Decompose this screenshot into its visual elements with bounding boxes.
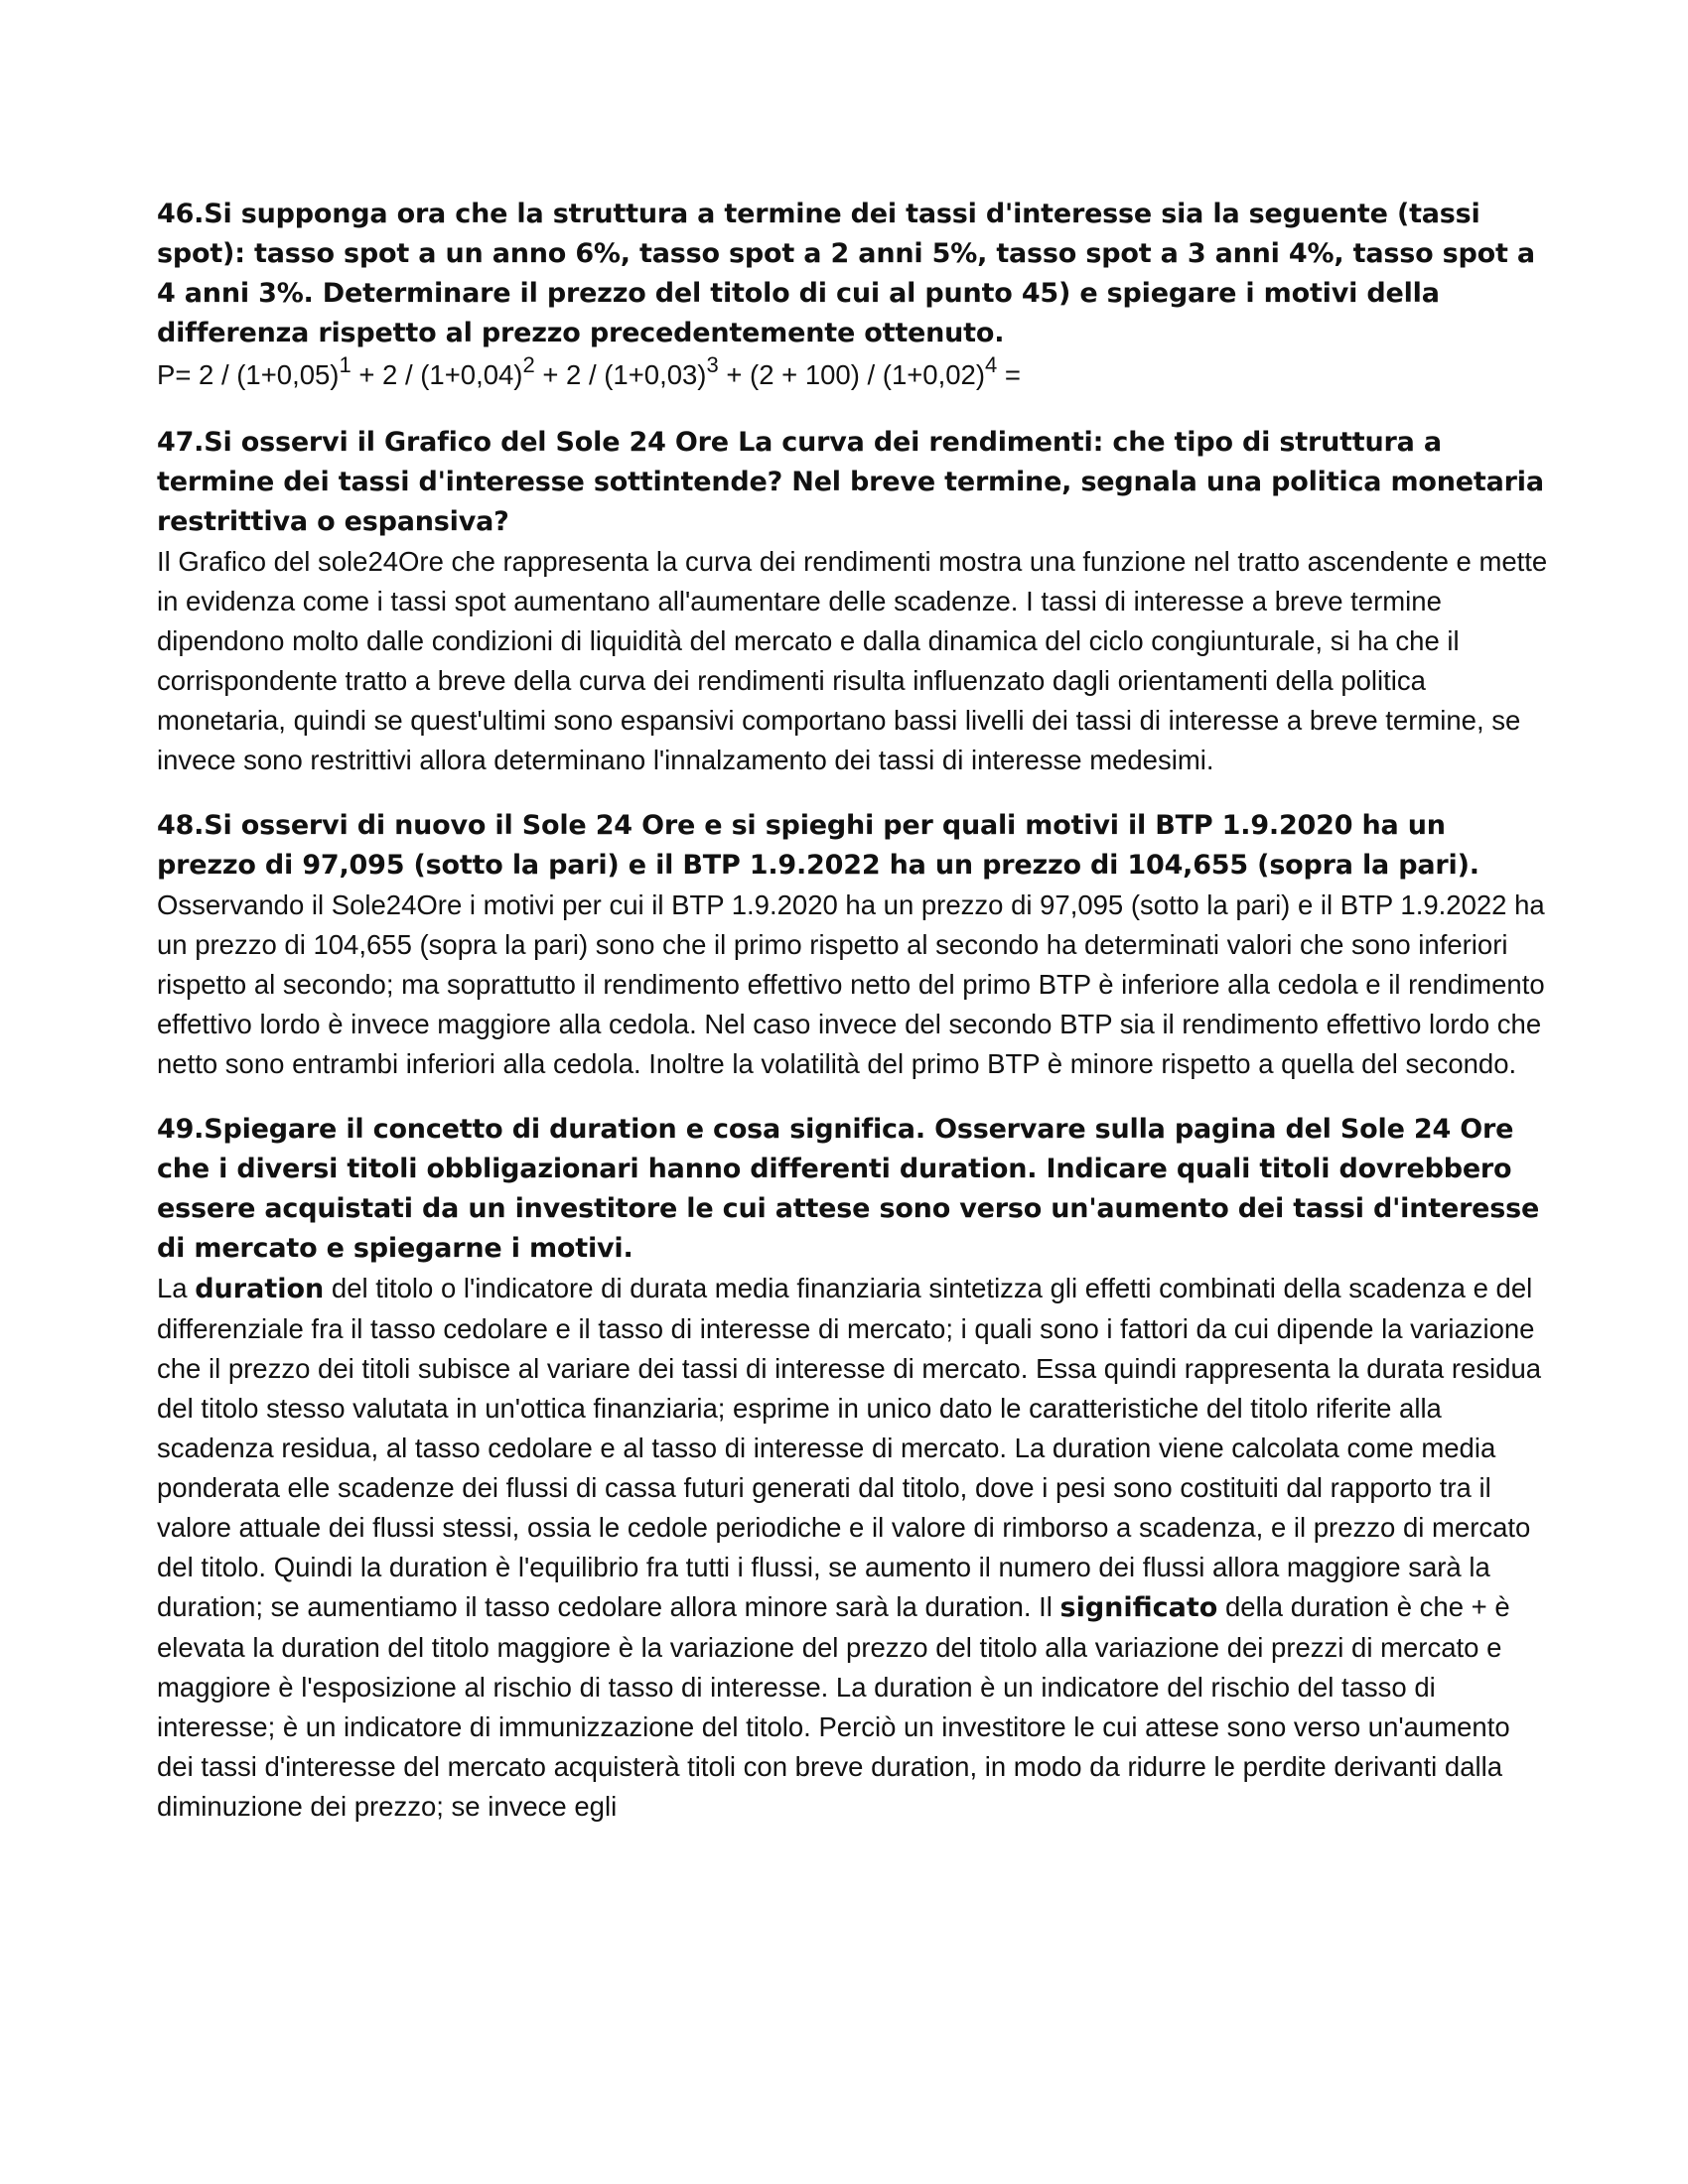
term-duration: duration xyxy=(195,1274,325,1304)
term-significato: significato xyxy=(1059,1592,1218,1623)
formula-exp-3: 3 xyxy=(706,351,719,377)
question-46: 46.Si supponga ora che la struttura a termine dei tassi d'interesse sia la seguente (tassi spot): tasso spot a un anno 6%, tasso spot a 2 anni 5%, tasso spot a 3 anni 4%, tasso spot a 4 anni 3%. Determinare il prezzo del titolo di cui al punto 45) e spiegare i motivi della differenza rispetto al prezzo precedentemente ottenuto. xyxy=(157,199,1535,348)
question-47: 47.Si osservi il Grafico del Sole 24 Ore La curva dei rendimenti: che tipo di struttura a termine dei tassi d'interesse sottintende? Nel breve termine, segnala una politica monetaria restrittiva o espansiva? xyxy=(157,427,1544,537)
answer-49-part-2: del titolo o l'indicatore di durata media finanziaria sintetizza gli effetti combinati della scadenza e del differenziale fra il tasso cedolare e il tasso di interesse di mercato; i quali sono i fattori da cui dipende la variazione che il prezzo dei titoli subisce al variare dei tassi di interesse di mercato. Essa quindi rappresenta la durata residua del titolo stesso valutata in un'ottica finanziaria; esprime in unico dato le caratteristiche del titolo riferite alla scadenza residua, al tasso cedolare e al tasso di interesse di mercato. La duration viene calcolata come media ponderata elle scadenze dei flussi di cassa futuri generati dal titolo, dove i pesi sono costituiti dal rapporto tra il valore attuale dei flussi stessi, ossia le cedole periodiche e il valore di rimborso a scadenza, e il prezzo di mercato del titolo. Quindi la duration è l'equilibrio fra tutti i flussi, se aumento il numero dei flussi allora maggiore sarà la duration; se aumentiamo il tasso cedolare allora minore sarà la duration. Il xyxy=(157,1273,1542,1622)
formula-term-1: P= 2 / (1+0,05) xyxy=(157,359,340,390)
formula-term-2: + 2 / (1+0,04) xyxy=(351,359,523,390)
question-48: 48.Si osservi di nuovo il Sole 24 Ore e si spieghi per quali motivi il BTP 1.9.2020 ha un prezzo di 97,095 (sotto la pari) e il BTP 1.9.2022 ha un prezzo di 104,655 (sopra la pari). xyxy=(157,810,1479,881)
formula-exp-1: 1 xyxy=(339,351,352,377)
question-49: 49.Spiegare il concetto di duration e cosa significa. Osservare sulla pagina del Sole 24 Ore che i diversi titoli obbligazionari hanno differenti duration. Indicare quali titoli dovrebbero essere acquistati da un investitore le cui attese sono verso un'aumento dei tassi d'interesse di mercato e spiegarne i motivi. xyxy=(157,1114,1540,1264)
section-47 xyxy=(157,423,1549,780)
formula-term-5: = xyxy=(997,359,1021,390)
answer-49 xyxy=(157,1269,1549,1827)
answer-49-part-3: della duration è che + è elevata la duration del titolo maggiore è la variazione del prezzo del titolo alla variazione dei prezzi di mercato e maggiore è l'esposizione al rischio di tasso di interesse. La duration è un indicatore del rischio del tasso di interesse; è un indicatore di immunizzazione del titolo. Perciò un investitore le cui attese sono verso un'aumento dei tassi d'interesse del mercato acquisterà titoli con breve duration, in modo da ridurre le perdite derivanti dalla diminuzione dei prezzo; se invece egli xyxy=(157,1591,1510,1822)
section-49 xyxy=(157,1110,1549,1827)
formula-exp-4: 4 xyxy=(985,351,998,377)
answer-48: Osservando il Sole24Ore i motivi per cui il BTP 1.9.2020 ha un prezzo di 97,095 (sotto la pari) e il BTP 1.9.2022 ha un prezzo di 104,655 (sopra la pari) sono che il primo rispetto al secondo ha determinati valori che sono inferiori rispetto al secondo; ma soprattutto il rendimento effettivo netto del primo BTP è inferiore alla cedola e il rendimento effettivo lordo è invece maggiore alla cedola. Nel caso invece del secondo BTP sia il rendimento effettivo lordo che netto sono entrambi inferiori alla cedola. Inoltre la volatilità del primo BTP è minore rispetto a quella del secondo. xyxy=(157,889,1545,1079)
section-48 xyxy=(157,806,1549,1084)
answer-49-part-1: La xyxy=(157,1273,196,1303)
price-formula xyxy=(157,353,1549,397)
formula-term-4: + (2 + 100) / (1+0,02) xyxy=(718,359,985,390)
answer-47: Il Grafico del sole24Ore che rappresenta la curva dei rendimenti mostra una funzione nel tratto ascendente e mette in evidenza come i tassi spot aumentano all'aumentare delle scadenze. I tassi di interesse a breve termine dipendono molto dalle condizioni di liquidità del mercato e dalla dinamica del ciclo congiunturale, si ha che il corrispondente tratto a breve della curva dei rendimenti risulta influenzato dagli orientamenti della politica monetaria, quindi se quest'ultimi sono espansivi comportano bassi livelli dei tassi di interesse a breve termine, se invece sono restrittivi allora determinano l'innalzamento dei tassi di interesse medesimi. xyxy=(157,546,1548,775)
formula-term-3: + 2 / (1+0,03) xyxy=(534,359,707,390)
formula-exp-2: 2 xyxy=(522,351,535,377)
section-46 xyxy=(157,195,1549,397)
